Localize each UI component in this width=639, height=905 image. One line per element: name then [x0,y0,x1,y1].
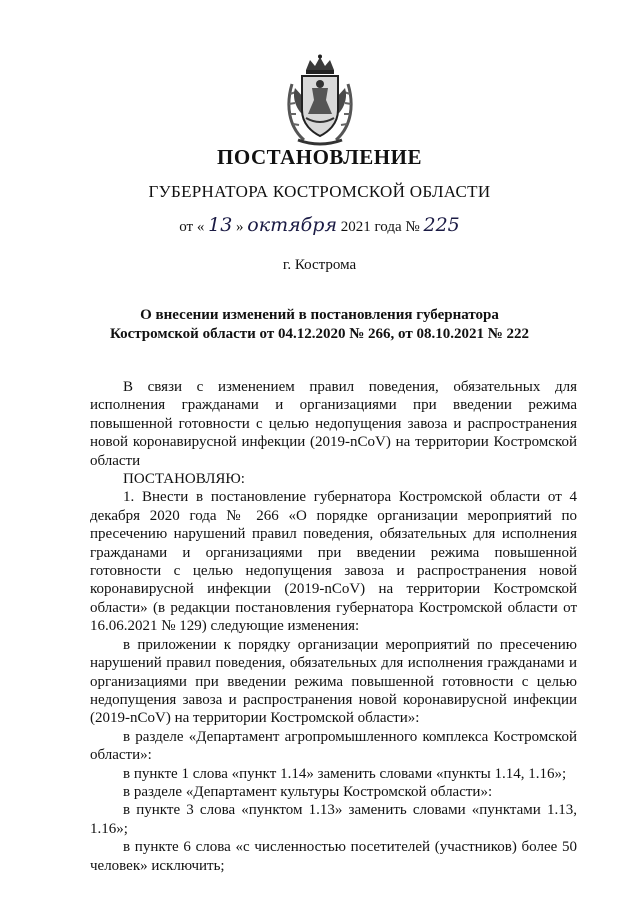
date-month: октября [247,214,338,236]
paragraph-point-6: в пункте 6 слова «с численностью посетителей (участников) более 50 человек» исключить; [90,839,577,874]
paragraph-section-agro: в разделе «Департамент агропромышленного комплекса Костромской области»: [90,728,577,764]
paragraph-resolve: ПОСТАНОВЛЯЮ: [123,471,245,488]
date-year-text: 2021 года № [340,219,420,235]
document-title: ПОСТАНОВЛЕНИЕ [217,145,422,169]
document-subtitle: ГУБЕРНАТОРА КОСТРОМСКОЙ ОБЛАСТИ [148,182,491,201]
date-day: 13 [208,214,233,236]
document-body [90,378,577,875]
paragraph-item-1: 1. Внести в постановление губернатора Костромской области от 4 декабря 2020 года № 266 «О порядке организации мероприятий по пресечению нарушений правил поведения, обязательных для исполнения гражданами и организациями при введении режима повышенной готовности с целью недопущения завоза и распространения новой коронавирусной инфекции (2019-nCoV) на территории Костромской области» (в редакции постановления губернатора Костромской области от 16.06.2021 № 129) следующие изменения: [90,489,577,635]
document-city: г. Кострома [282,257,357,273]
document-number: 225 [423,214,460,236]
document-heading [0,306,639,344]
heading-line-1: О внесении изменений в постановления губернатора [140,307,499,323]
date-quote-close: » [236,219,244,235]
date-prefix: от « [179,219,205,235]
paragraph-appendix: в приложении к порядку организации мероприятий по пресечению нарушений правил поведения, обязательных для исполнения гражданами и организациями при введении режима повышенной готовности с целью недопущения завоза и распространения новой коронавирусной инфекции (2019-nCoV) на территории Костромской области»: [90,636,577,727]
coat-of-arms-icon [282,54,358,146]
paragraph-point-3: в пункте 3 слова «пунктом 1.13» заменить словами «пунктами 1.13, 1.16»; [90,802,577,837]
paragraph-preamble: В связи с изменением правил поведения, обязательных для исполнения гражданами и организациями при введении режима повышенной готовности с целью недопущения завоза и распространения новой коронавирусной инфекции (2019-nCoV) на территории Костромской области [90,379,577,469]
paragraph-point-1: в пункте 1 слова «пункт 1.14» заменить словами «пункты 1.14, 1.16»; [123,765,567,782]
paragraph-section-culture: в разделе «Департамент культуры Костромской области»: [123,783,493,800]
heading-line-2: Костромской области от 04.12.2020 № 266, от 08.10.2021 № 222 [109,326,530,342]
document-date [0,214,639,236]
